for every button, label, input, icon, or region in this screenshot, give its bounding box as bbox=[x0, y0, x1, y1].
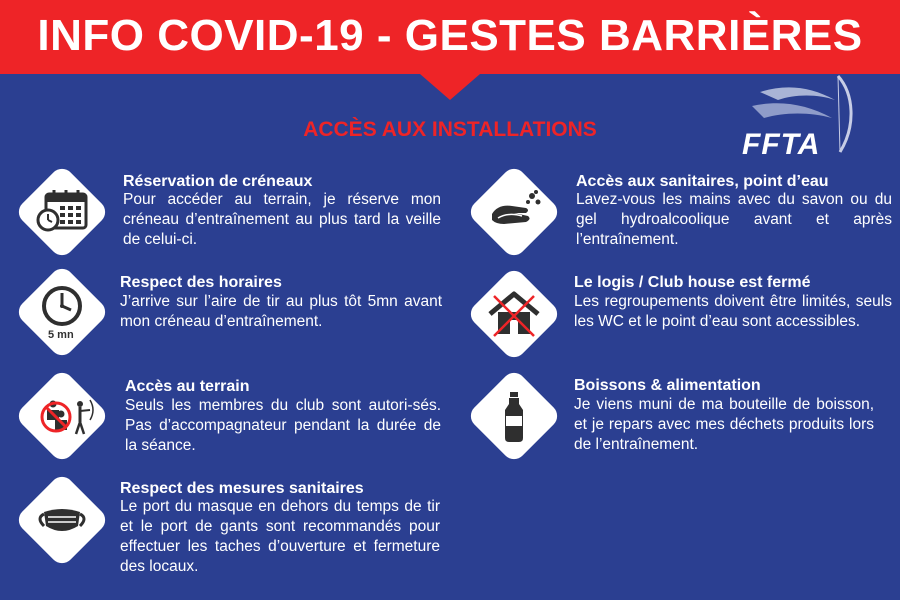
right-item-1-text: Lavez-vous les mains avec du savon ou du gel hydroalcoolique avant et après l’entraînement. bbox=[576, 191, 892, 248]
right-item-3-icon bbox=[468, 370, 560, 462]
left-item-3-title: Accès au terrain bbox=[125, 378, 250, 395]
header-banner-notch bbox=[420, 74, 480, 100]
left-item-4-title: Respect des mesures sanitaires bbox=[120, 480, 364, 497]
left-item-4-text: Le port du masque en dehors du temps de tir et le port de gants sont recommandés pour effectuer les taches d’ouverture et fermeture des locaux. bbox=[120, 498, 440, 575]
right-item-1-icon bbox=[468, 166, 560, 258]
clock-label: 5 mn bbox=[48, 329, 74, 341]
left-item-2-icon bbox=[16, 266, 108, 358]
right-item-3-text: Je viens muni de ma bouteille de boisson, et je repars avec mes déchets produits lors de l’entraînement. bbox=[574, 396, 874, 453]
ffta-logo-text: FFTA bbox=[742, 128, 821, 161]
no-spectators-archer-icon bbox=[16, 370, 108, 462]
right-item-3-title: Boissons & alimentation bbox=[574, 377, 761, 394]
right-item-2-icon bbox=[468, 268, 560, 360]
page-title: INFO COVID-19 - GESTES BARRIÈRES bbox=[37, 11, 863, 60]
right-item-2-text: Les regroupements doivent être limités, seuls les WC et le point d’eau sont accessibles. bbox=[574, 293, 892, 330]
left-item-2-text: J’arrive sur l’aire de tir au plus tôt 5mn avant mon créneau d’entraînement. bbox=[120, 293, 442, 330]
face-mask-icon bbox=[16, 474, 108, 566]
right-item-1-title: Accès aux sanitaires, point d’eau bbox=[576, 173, 829, 190]
section-title: ACCÈS AUX INSTALLATIONS bbox=[303, 118, 597, 141]
hand-wash-icon bbox=[468, 166, 560, 258]
right-item-2-title: Le logis / Club house est fermé bbox=[574, 274, 811, 291]
left-item-3-text: Seuls les membres du club sont autori-sés. Pas d’accompagnateur pendant la durée de la séance. bbox=[125, 397, 441, 454]
left-item-1-icon bbox=[16, 166, 108, 258]
left-item-2-title: Respect des horaires bbox=[120, 274, 282, 291]
left-item-4-icon bbox=[16, 474, 108, 566]
house-closed-icon bbox=[468, 268, 560, 360]
clock-icon bbox=[16, 266, 108, 358]
water-bottle-icon bbox=[468, 370, 560, 462]
left-item-3-icon bbox=[16, 370, 108, 462]
calendar-clock-icon bbox=[16, 166, 108, 258]
left-item-1-text: Pour accéder au terrain, je réserve mon créneau d’entraînement au plus tard la veille de celui-ci. bbox=[123, 191, 441, 248]
left-item-1-title: Réservation de créneaux bbox=[123, 173, 313, 190]
